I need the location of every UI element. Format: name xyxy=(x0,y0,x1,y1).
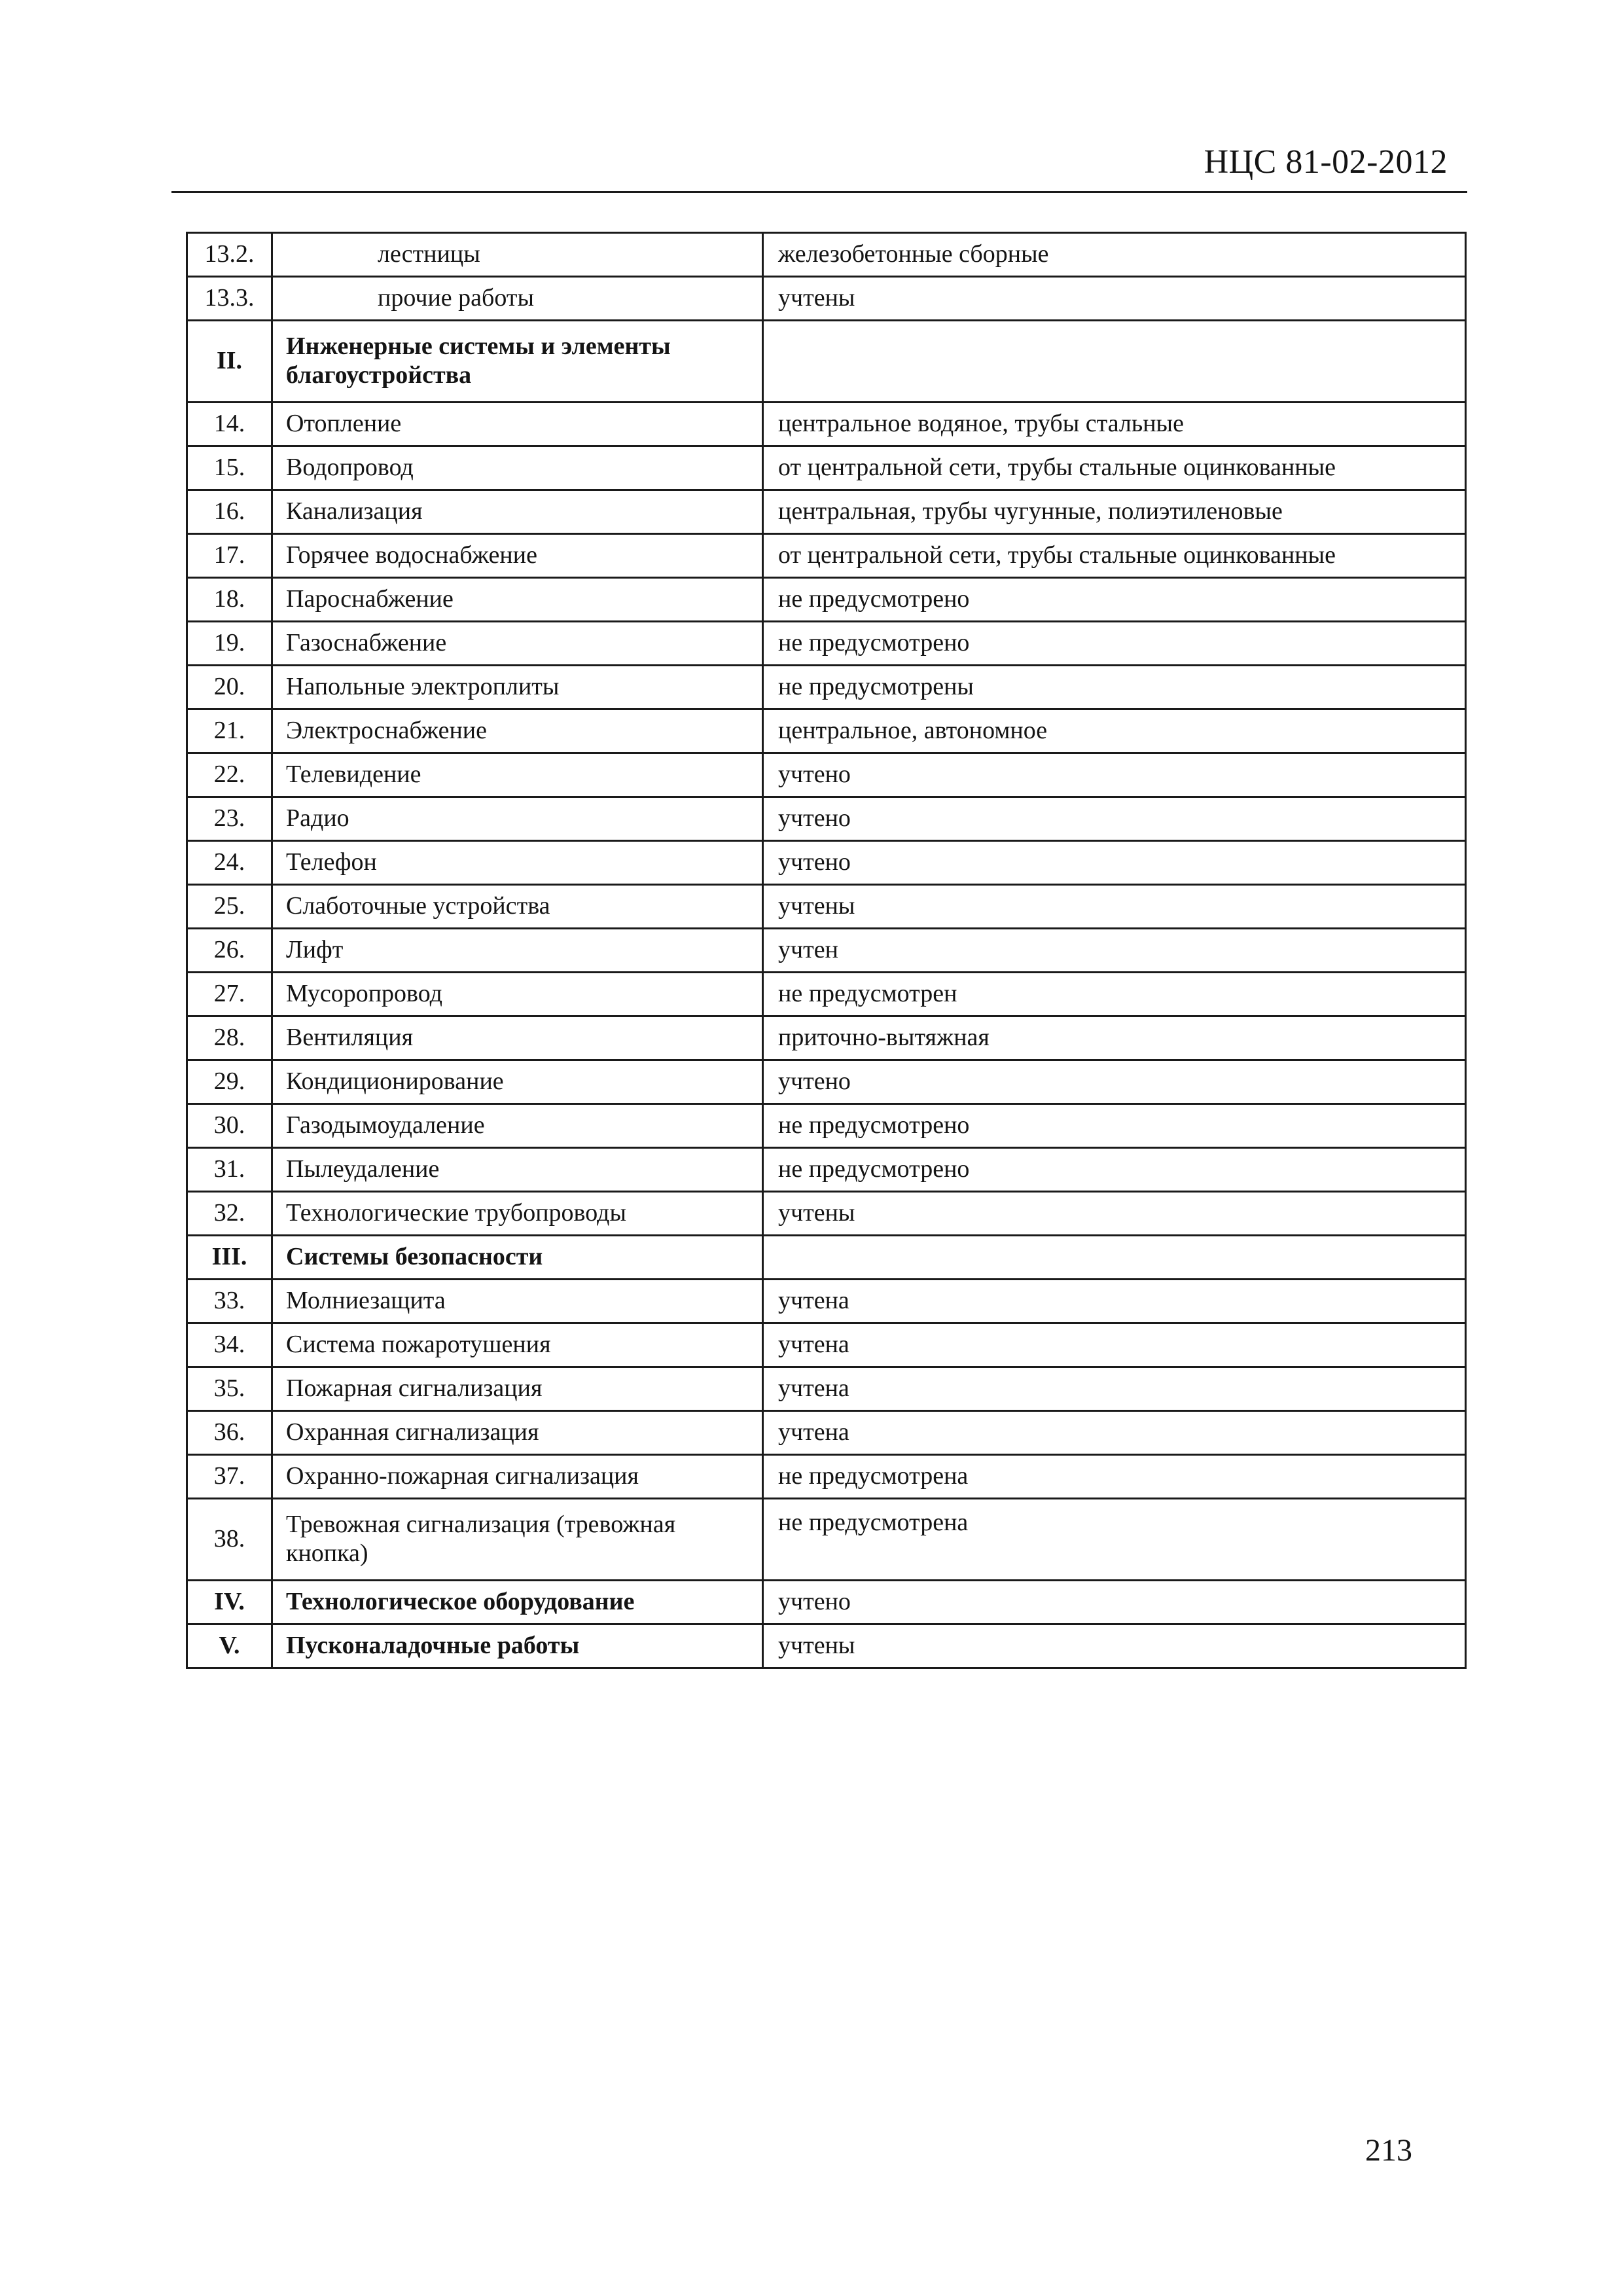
table-row xyxy=(187,666,1466,709)
row-value: железобетонные сборные xyxy=(763,233,1466,277)
table-row xyxy=(187,841,1466,885)
row-value: учтена xyxy=(763,1280,1466,1323)
row-number: 27. xyxy=(187,973,272,1016)
row-number: V. xyxy=(187,1624,272,1668)
row-name: Технологические трубопроводы xyxy=(272,1192,763,1236)
row-value: центральная, трубы чугунные, полиэтиленовые xyxy=(763,490,1466,534)
table-section-row xyxy=(187,1236,1466,1280)
row-number: 35. xyxy=(187,1367,272,1411)
row-value: учтено xyxy=(763,841,1466,885)
row-number: 34. xyxy=(187,1323,272,1367)
row-number: 36. xyxy=(187,1411,272,1455)
row-number: 21. xyxy=(187,709,272,753)
table-row xyxy=(187,797,1466,841)
row-number: 13.2. xyxy=(187,233,272,277)
row-name: Газоснабжение xyxy=(272,622,763,666)
row-value: учтены xyxy=(763,1624,1466,1668)
header-rule xyxy=(171,191,1467,193)
row-name: Телевидение xyxy=(272,753,763,797)
row-value: учтено xyxy=(763,1581,1466,1624)
row-number: 18. xyxy=(187,578,272,622)
table-section-row xyxy=(187,321,1466,403)
row-name: Слаботочные устройства xyxy=(272,885,763,929)
row-value: не предусмотрены xyxy=(763,666,1466,709)
row-number: IV. xyxy=(187,1581,272,1624)
row-value: центральное, автономное xyxy=(763,709,1466,753)
table-row xyxy=(187,233,1466,277)
row-name: Напольные электроплиты xyxy=(272,666,763,709)
table-row xyxy=(187,709,1466,753)
row-name: Технологическое оборудование xyxy=(272,1581,763,1624)
row-value: от центральной сети, трубы стальные оцинкованные xyxy=(763,446,1466,490)
row-value: учтен xyxy=(763,929,1466,973)
row-name: Вентиляция xyxy=(272,1016,763,1060)
row-name: Пожарная сигнализация xyxy=(272,1367,763,1411)
row-name: Молниезащита xyxy=(272,1280,763,1323)
table-row xyxy=(187,1104,1466,1148)
row-name: Охранно-пожарная сигнализация xyxy=(272,1455,763,1499)
table-row xyxy=(187,277,1466,321)
row-number: 19. xyxy=(187,622,272,666)
row-value: учтено xyxy=(763,797,1466,841)
row-value: не предусмотрено xyxy=(763,1104,1466,1148)
document-code: НЦС 81-02-2012 xyxy=(1204,143,1448,181)
row-number: 30. xyxy=(187,1104,272,1148)
row-value xyxy=(763,1236,1466,1280)
table-row xyxy=(187,1455,1466,1499)
row-value xyxy=(763,321,1466,403)
row-name: Инженерные системы и элементы благоустройства xyxy=(272,321,763,403)
row-number: 23. xyxy=(187,797,272,841)
table-row xyxy=(187,1499,1466,1581)
table-row xyxy=(187,753,1466,797)
row-value: учтена xyxy=(763,1367,1466,1411)
row-name: Горячее водоснабжение xyxy=(272,534,763,578)
row-name: Радио xyxy=(272,797,763,841)
row-name: Водопровод xyxy=(272,446,763,490)
table-row xyxy=(187,446,1466,490)
row-number: 28. xyxy=(187,1016,272,1060)
row-value: учтено xyxy=(763,753,1466,797)
row-name: Пусконаладочные работы xyxy=(272,1624,763,1668)
specification-table-body xyxy=(187,233,1466,1668)
row-number: 25. xyxy=(187,885,272,929)
row-number: 31. xyxy=(187,1148,272,1192)
row-number: 13.3. xyxy=(187,277,272,321)
row-number: 37. xyxy=(187,1455,272,1499)
row-name: Системы безопасности xyxy=(272,1236,763,1280)
row-number: 14. xyxy=(187,403,272,446)
row-name: прочие работы xyxy=(272,277,763,321)
row-value: не предусмотрена xyxy=(763,1455,1466,1499)
table-row xyxy=(187,534,1466,578)
row-value: не предусмотрена xyxy=(763,1499,1466,1581)
row-name: Пароснабжение xyxy=(272,578,763,622)
table-row xyxy=(187,1016,1466,1060)
table-row xyxy=(187,403,1466,446)
table-row xyxy=(187,1192,1466,1236)
row-name: Мусоропровод xyxy=(272,973,763,1016)
row-number: 20. xyxy=(187,666,272,709)
table-row xyxy=(187,1323,1466,1367)
row-value: не предусмотрено xyxy=(763,622,1466,666)
row-name: Тревожная сигнализация (тревожная кнопка) xyxy=(272,1499,763,1581)
table-row xyxy=(187,929,1466,973)
row-number: III. xyxy=(187,1236,272,1280)
row-name: Лифт xyxy=(272,929,763,973)
table-row xyxy=(187,1280,1466,1323)
row-name: лестницы xyxy=(272,233,763,277)
table-row xyxy=(187,1060,1466,1104)
row-value: учтены xyxy=(763,1192,1466,1236)
row-name: Газодымоудаление xyxy=(272,1104,763,1148)
row-name: Телефон xyxy=(272,841,763,885)
table-row xyxy=(187,1148,1466,1192)
row-number: 17. xyxy=(187,534,272,578)
row-value: центральное водяное, трубы стальные xyxy=(763,403,1466,446)
table-row xyxy=(187,885,1466,929)
table-row xyxy=(187,1367,1466,1411)
row-value: не предусмотрено xyxy=(763,1148,1466,1192)
row-number: 26. xyxy=(187,929,272,973)
page-number: 213 xyxy=(1365,2133,1412,2168)
row-number: 15. xyxy=(187,446,272,490)
table-row xyxy=(187,578,1466,622)
row-value: учтены xyxy=(763,277,1466,321)
table-row xyxy=(187,973,1466,1016)
row-number: 38. xyxy=(187,1499,272,1581)
row-number: 29. xyxy=(187,1060,272,1104)
row-name: Отопление xyxy=(272,403,763,446)
row-value: учтены xyxy=(763,885,1466,929)
row-value: учтено xyxy=(763,1060,1466,1104)
row-value: учтена xyxy=(763,1411,1466,1455)
table-section-row xyxy=(187,1624,1466,1668)
row-number: 24. xyxy=(187,841,272,885)
table-section-row xyxy=(187,1581,1466,1624)
row-value: учтена xyxy=(763,1323,1466,1367)
row-name: Охранная сигнализация xyxy=(272,1411,763,1455)
row-name: Кондиционирование xyxy=(272,1060,763,1104)
row-name: Система пожаротушения xyxy=(272,1323,763,1367)
specification-table xyxy=(186,232,1467,1669)
row-name: Канализация xyxy=(272,490,763,534)
row-value: не предусмотрено xyxy=(763,578,1466,622)
row-value: от центральной сети, трубы стальные оцинкованные xyxy=(763,534,1466,578)
table-row xyxy=(187,1411,1466,1455)
row-number: 22. xyxy=(187,753,272,797)
row-name: Электроснабжение xyxy=(272,709,763,753)
row-number: II. xyxy=(187,321,272,403)
row-value: приточно-вытяжная xyxy=(763,1016,1466,1060)
row-name: Пылеудаление xyxy=(272,1148,763,1192)
row-number: 33. xyxy=(187,1280,272,1323)
table-row xyxy=(187,490,1466,534)
row-value: не предусмотрен xyxy=(763,973,1466,1016)
row-number: 32. xyxy=(187,1192,272,1236)
row-number: 16. xyxy=(187,490,272,534)
table-row xyxy=(187,622,1466,666)
